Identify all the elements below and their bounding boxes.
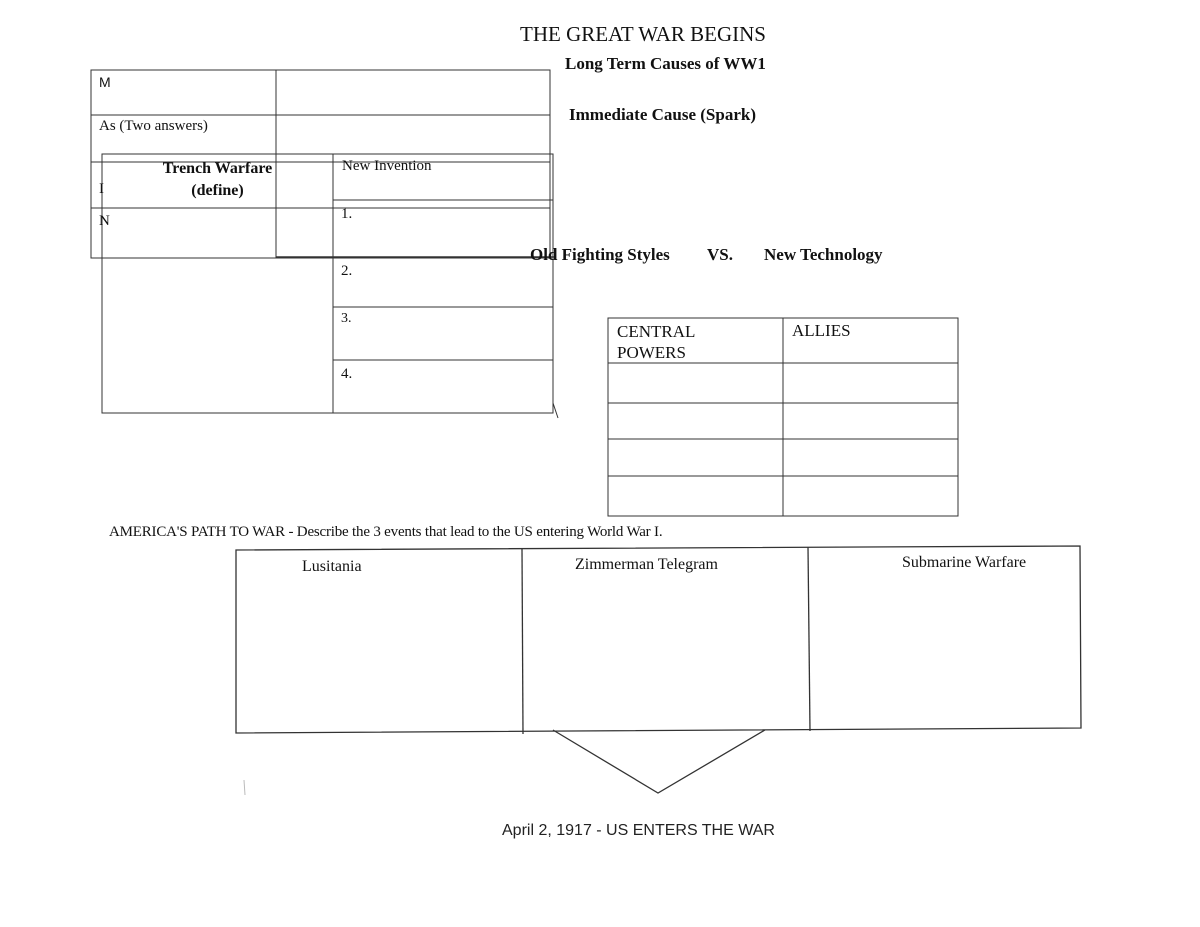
immediate-cause-heading: Immediate Cause (Spark): [569, 105, 756, 124]
invention-item-2: 2.: [341, 263, 353, 279]
new-technology-label: New Technology: [764, 245, 883, 264]
central-powers-header: CENTRAL POWERS: [617, 322, 695, 362]
invention-item-4: 4.: [341, 366, 353, 382]
us-enters-war-conclusion: April 2, 1917 - US ENTERS THE WAR: [502, 822, 775, 839]
invention-item-1: 1.: [341, 206, 353, 222]
event-zimmerman-telegram: Zimmerman Telegram: [575, 556, 718, 573]
cause-row-i: I: [99, 181, 104, 197]
event-lusitania: Lusitania: [302, 558, 362, 575]
old-fighting-styles-label: Old Fighting Styles: [530, 245, 670, 264]
trench-warfare-header: Trench Warfare (define): [162, 160, 273, 199]
page-title: THE GREAT WAR BEGINS: [520, 22, 766, 46]
events-box-border: [236, 546, 1081, 733]
cause-row-m: M: [99, 74, 111, 90]
event-submarine-warfare: Submarine Warfare: [902, 554, 1027, 571]
long-term-causes-heading: Long Term Causes of WW1: [565, 54, 766, 73]
invention-item-3: 3.: [341, 311, 352, 326]
america-path-heading: AMERICA'S PATH TO WAR - Describe the 3 events that lead to the US entering World War I.: [109, 524, 663, 540]
new-invention-header: New Invention: [342, 158, 432, 174]
vs-label: VS.: [707, 245, 733, 264]
cause-row-n: N: [99, 213, 110, 229]
cause-row-as: As (Two answers): [99, 118, 208, 134]
funnel-arrow: [553, 730, 765, 793]
allies-header: ALLIES: [792, 321, 851, 340]
